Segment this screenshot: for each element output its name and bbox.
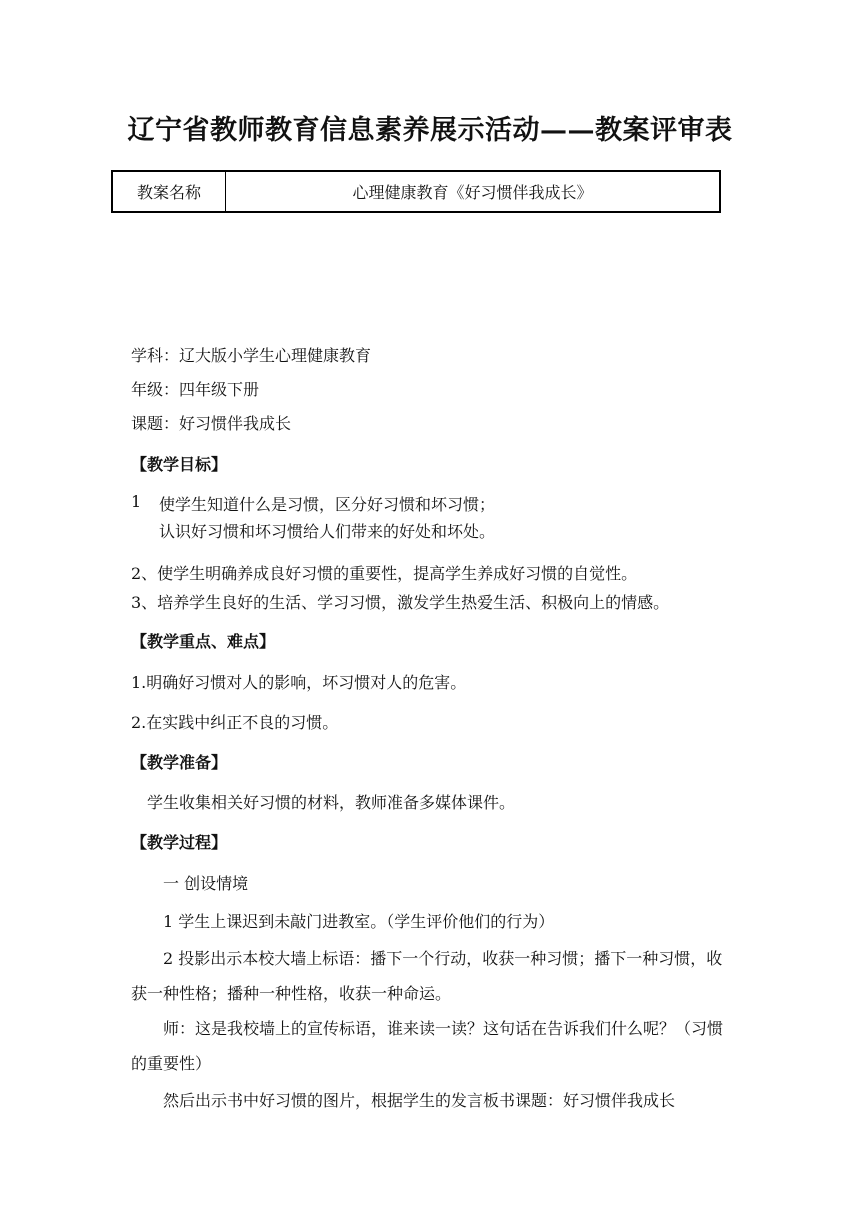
process-paragraph-4: 然后出示书中好习惯的图片，根据学生的发言板书课题：好习惯伴我成长: [163, 1091, 676, 1110]
lesson-name-table: [111, 170, 721, 213]
lesson-name-value: 心理健康教育《好习惯伴我成长》: [352, 183, 593, 202]
grade-line: 年级：四年级下册: [131, 380, 260, 399]
goal-1-number: 1: [131, 492, 142, 511]
keypoint-1: 1.明确好习惯对人的影响，坏习惯对人的危害。: [131, 673, 467, 692]
lesson-name-label: 教案名称: [113, 172, 226, 211]
process-heading: 【教学过程】: [131, 833, 228, 852]
prep-heading: 【教学准备】: [131, 753, 228, 772]
goal-1-line-1: 使学生知道什么是习惯，区分好习惯和坏习惯；: [159, 495, 496, 514]
goals-heading: 【教学目标】: [131, 455, 228, 474]
process-paragraph-3: 师：这是我校墙上的宣传标语，谁来读一读？这句话在告诉我们什么呢？（习惯的重要性）: [131, 1019, 724, 1073]
process-paragraph-2: 2 投影出示本校大墙上标语：播下一个行动，收获一种习惯；播下一种习惯，收获一种性格；播种一种性格，收获一种命运。: [131, 949, 723, 1003]
process-paragraph-1: 1 学生上课迟到未敲门进教室。（学生评价他们的行为）: [163, 912, 555, 931]
keypoints-heading: 【教学重点、难点】: [131, 632, 276, 651]
subject-line: 学科：辽大版小学生心理健康教育: [131, 346, 372, 365]
goal-2: 2、使学生明确养成良好习惯的重要性，提高学生养成好习惯的自觉性。: [131, 564, 638, 583]
keypoint-2: 2.在实践中纠正不良的习惯。: [131, 713, 339, 732]
page-title: 辽宁省教师教育信息素养展示活动——教案评审表: [127, 115, 733, 146]
prep-text: 学生收集相关好习惯的材料，教师准备多媒体课件。: [147, 793, 516, 812]
process-step-1: 一 创设情境: [163, 874, 249, 893]
goal-3: 3、培养学生良好的生活、学习习惯，激发学生热爱生活、积极向上的情感。: [131, 593, 670, 612]
topic-line: 课题：好习惯伴我成长: [131, 414, 292, 433]
goal-1-line-2: 认识好习惯和坏习惯给人们带来的好处和坏处。: [159, 522, 496, 541]
